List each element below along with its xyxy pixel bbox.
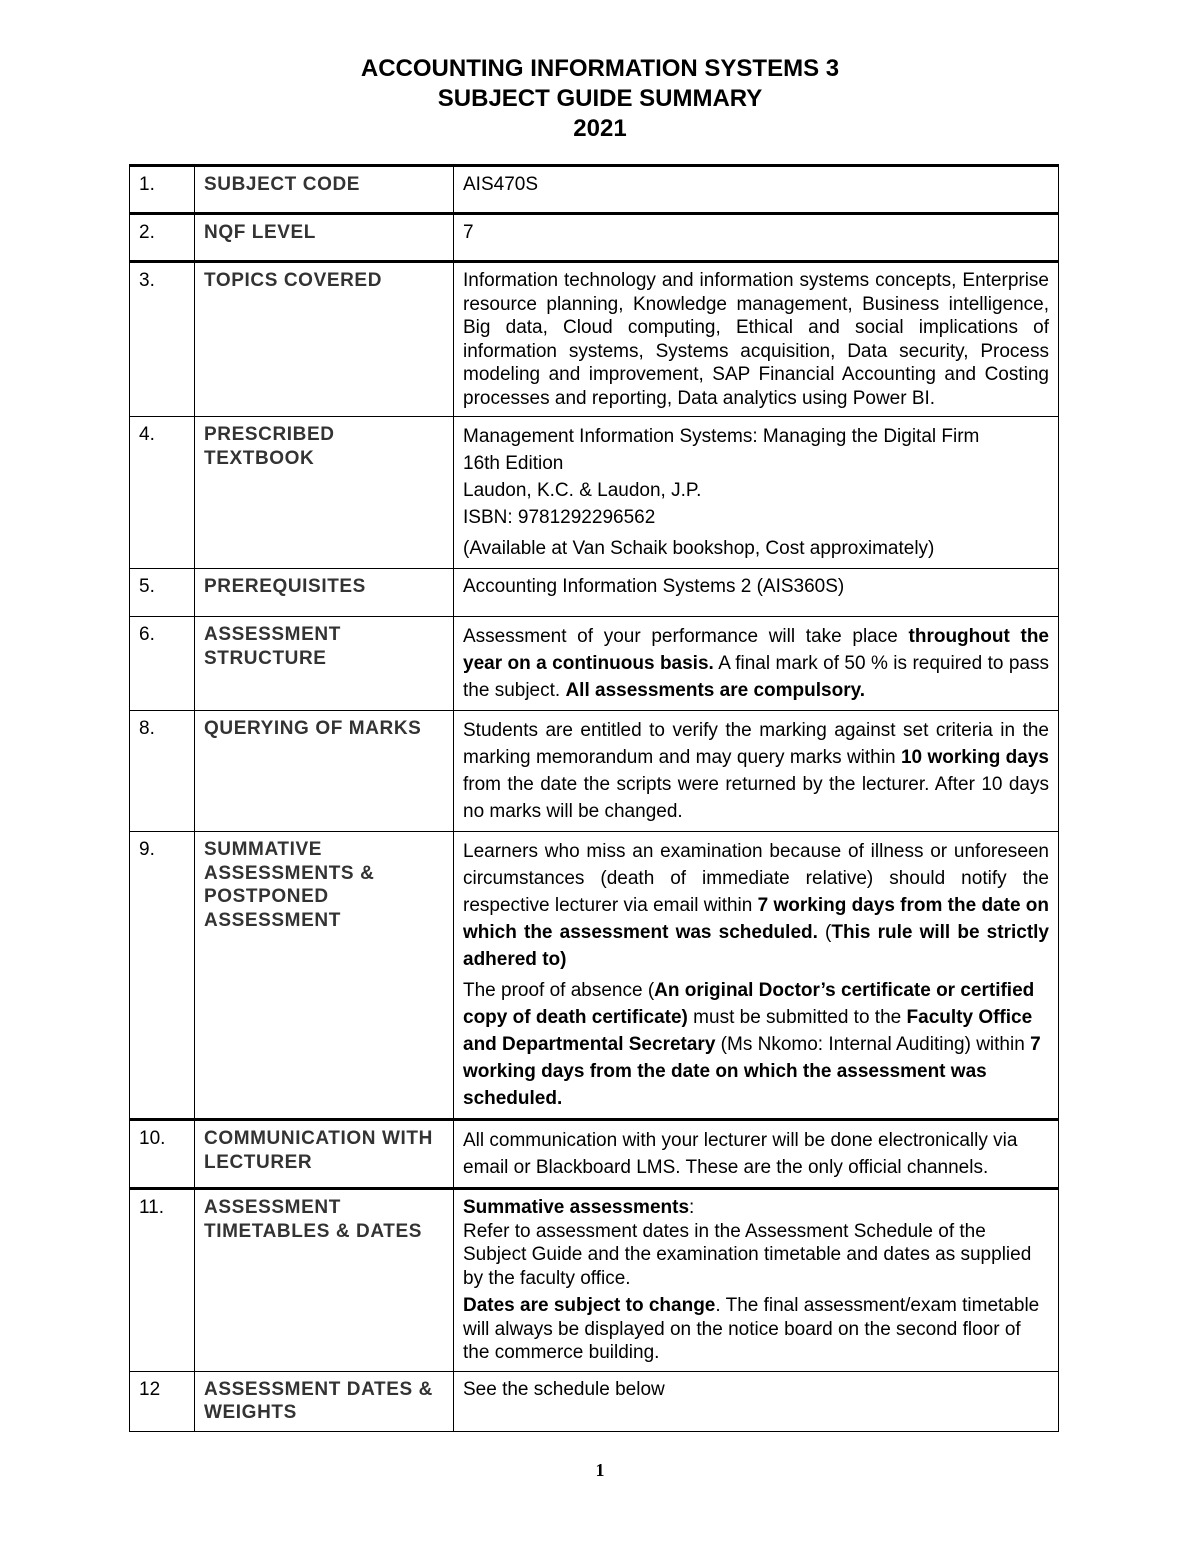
bold-run: Faculty Office and Departmental Secretary [463, 1007, 1033, 1055]
row-number: 6. [130, 617, 195, 711]
timetables-value [454, 1189, 1059, 1372]
querying-marks-value [454, 711, 1059, 832]
text-run: . The final assessment/exam timetable will always be displayed on the notice board on the second floor of the commerce building. [463, 1295, 1040, 1363]
row-number: 2. [130, 214, 195, 262]
row-label: QUERYING OF MARKS [195, 711, 454, 832]
paragraph [463, 977, 1049, 1112]
row-label: PREREQUISITES [195, 569, 454, 617]
dates-weights-value: See the schedule below [454, 1371, 1059, 1431]
table-row [130, 832, 1059, 1120]
textbook-edition: 16th Edition [463, 453, 564, 474]
bold-run: Summative assessments [463, 1197, 690, 1218]
row-number: 10. [130, 1120, 195, 1189]
text-run: from the date the scripts were returned by the lecturer. After 10 days no marks will be changed. [463, 774, 1049, 822]
paragraph: Refer to assessment dates in the Assessment Schedule of the Subject Guide and the examination timetable and dates as supplied by the faculty office. [463, 1220, 1032, 1289]
textbook-isbn: ISBN: 9781292296562 [463, 507, 656, 528]
text-run: : [689, 1197, 695, 1218]
bold-run: All assessments are compulsory. [565, 680, 866, 701]
row-label: TOPICS COVERED [195, 262, 454, 417]
bold-run: Dates are subject to change [463, 1295, 716, 1316]
row-label: NQF LEVEL [195, 214, 454, 262]
textbook-availability: (Available at Van Schaik bookshop, Cost approximately) [463, 538, 935, 559]
communication-value: All communication with your lecturer will be done electronically via email or Blackboard LMS. These are the only official channels. [454, 1120, 1059, 1189]
text-run: (Ms Nkomo: Internal Auditing) within [715, 1034, 1031, 1055]
table-row [130, 1120, 1059, 1189]
text-run: Students are entitled to verify the marking against set criteria in the marking memorandum and may query marks within [463, 720, 1049, 768]
postponed-assessment-value [454, 832, 1059, 1120]
row-label: PRESCRIBED TEXTBOOK [195, 417, 454, 569]
paragraph [463, 1196, 1049, 1220]
text-run: Learners who miss an examination because of illness or unforeseen circumstances (death of immediate relative) should notify the respective lecturer via email within [463, 841, 1049, 916]
row-number: 8. [130, 711, 195, 832]
bold-run: 7 working days from the date on which the assessment was scheduled. [463, 895, 1050, 943]
bold-run: throughout the year on a continuous basis. [463, 626, 1049, 674]
text-run: must be submitted to the [687, 1007, 907, 1028]
table-row [130, 417, 1059, 569]
table-row [130, 1371, 1059, 1431]
title-line-2: SUBJECT GUIDE SUMMARY [437, 85, 763, 112]
row-number: 9. [130, 832, 195, 1120]
text-run: ( [817, 922, 832, 943]
row-number: 4. [130, 417, 195, 569]
bold-run: An original Doctor’s certificate or certified copy of death certificate) [463, 980, 1035, 1028]
row-number: 11. [130, 1189, 195, 1372]
row-label: ASSESSMENT DATES & WEIGHTS [195, 1371, 454, 1431]
document-title [0, 54, 1200, 144]
row-label: SUBJECT CODE [195, 166, 454, 214]
row-number: 12 [130, 1371, 195, 1431]
row-number: 5. [130, 569, 195, 617]
table-row [130, 1189, 1059, 1372]
row-label: SUMMATIVE ASSESSMENTS & POSTPONED ASSESSMENT [195, 832, 454, 1120]
table-row [130, 617, 1059, 711]
bold-run: 7 working days from the date on which the assessment was scheduled. [463, 1034, 1041, 1109]
table-row [130, 711, 1059, 832]
title-line-1: ACCOUNTING INFORMATION SYSTEMS 3 [360, 55, 840, 82]
bold-run: 10 working days [900, 747, 1049, 768]
assessment-structure-value [454, 617, 1059, 711]
row-label: ASSESSMENT TIMETABLES & DATES [195, 1189, 454, 1372]
title-line-3: 2021 [573, 115, 627, 142]
table-row [130, 569, 1059, 617]
prerequisites-value: Accounting Information Systems 2 (AIS360S) [454, 569, 1059, 617]
textbook-title: Management Information Systems: Managing the Digital Firm [463, 426, 980, 447]
bold-run: This rule will be strictly adhered to) [463, 922, 1049, 970]
table-row [130, 166, 1059, 214]
textbook-authors: Laudon, K.C. & Laudon, J.P. [463, 480, 702, 501]
subject-code-value: AIS470S [454, 166, 1059, 214]
table-row [130, 262, 1059, 417]
paragraph [463, 838, 1049, 973]
textbook-value [454, 417, 1059, 569]
topics-covered-value: Information technology and information systems concepts, Enterprise resource planning, Knowledge management, Business intelligence, Big data, Cloud computing, Ethical and social implications of information systems, Systems acquisition, Data security, Process modeling and improvement, SAP Financial Accounting and Costing processes and reporting, Data analytics using Power BI. [454, 262, 1059, 417]
page-number: 1 [595, 1460, 605, 1480]
nqf-level-value: 7 [454, 214, 1059, 262]
text-run: The proof of absence ( [463, 980, 655, 1001]
paragraph [463, 1294, 1049, 1365]
table-row [130, 214, 1059, 262]
row-label: ASSESSMENT STRUCTURE [195, 617, 454, 711]
text-run: Assessment of your performance will take place [463, 626, 909, 647]
subject-guide-table [129, 164, 1059, 1432]
row-number: 3. [130, 262, 195, 417]
text-run: A final mark of 50 % is required to pass the subject. [463, 653, 1049, 701]
row-number: 1. [130, 166, 195, 214]
row-label: COMMUNICATION WITH LECTURER [195, 1120, 454, 1189]
